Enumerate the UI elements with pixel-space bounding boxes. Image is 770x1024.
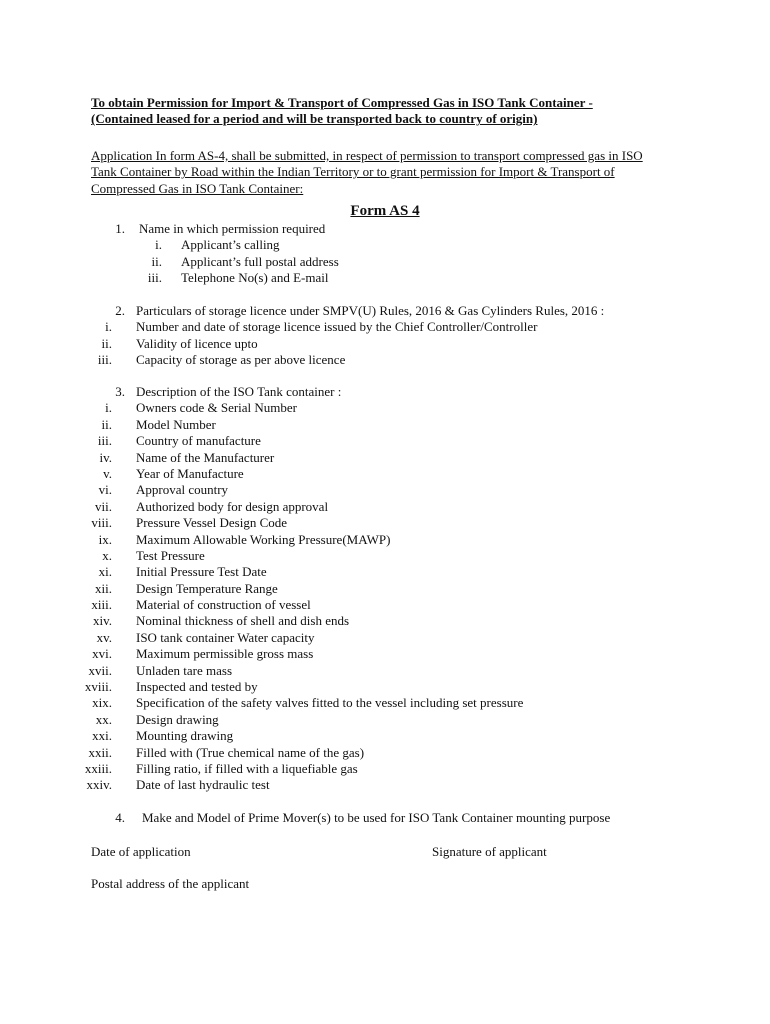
section-2-heading bbox=[0, 303, 770, 319]
section-number: 1. bbox=[115, 221, 125, 236]
item-number: x. bbox=[102, 547, 112, 563]
section-heading: Name in which permission required bbox=[139, 221, 326, 236]
item-number: i. bbox=[105, 400, 112, 416]
list-item bbox=[0, 712, 770, 728]
intro-line-1: Application In form AS-4, shall be submitted, in respect of permission to transport compressed gas in ISO bbox=[91, 148, 643, 163]
item-number: i. bbox=[155, 237, 162, 253]
item-number: xix. bbox=[92, 695, 112, 711]
item-number: xx. bbox=[95, 711, 112, 727]
item-text: Inspected and tested by bbox=[136, 679, 258, 695]
item-text: Test Pressure bbox=[136, 547, 205, 563]
list-item bbox=[0, 597, 770, 613]
list-item bbox=[0, 254, 770, 270]
form-title: Form AS 4 bbox=[350, 203, 420, 219]
item-number: iii. bbox=[147, 270, 162, 286]
list-item bbox=[0, 581, 770, 597]
item-number: iii. bbox=[97, 433, 112, 449]
item-number: xxii. bbox=[88, 744, 112, 760]
section-number: 2. bbox=[115, 303, 125, 318]
list-item bbox=[0, 532, 770, 548]
section-number: 4. bbox=[115, 810, 125, 825]
list-item bbox=[0, 499, 770, 515]
list-item bbox=[0, 319, 770, 335]
item-text: Unladen tare mass bbox=[136, 662, 233, 678]
item-number: xiii. bbox=[91, 597, 112, 613]
section-heading: Description of the ISO Tank container : bbox=[136, 384, 342, 399]
item-text: Pressure Vessel Design Code bbox=[136, 515, 288, 531]
item-number: xi. bbox=[98, 564, 112, 580]
list-item bbox=[0, 663, 770, 679]
postal-address-label: Postal address of the applicant bbox=[91, 876, 250, 891]
item-number: xii. bbox=[95, 580, 112, 596]
item-text: Filling ratio, if filled with a liquefiable gas bbox=[136, 760, 358, 776]
item-text: Specification of the safety valves fitted to the vessel including set pressure bbox=[136, 695, 524, 711]
list-item bbox=[0, 400, 770, 416]
item-text: Design Temperature Range bbox=[136, 580, 278, 596]
item-number: iii. bbox=[97, 352, 112, 368]
section-1-heading bbox=[0, 221, 770, 237]
list-item bbox=[0, 613, 770, 629]
list-item bbox=[0, 777, 770, 793]
title-line-2: (Contained leased for a period and will be transported back to country of origin) bbox=[91, 111, 538, 127]
list-item bbox=[0, 646, 770, 662]
item-number: ii. bbox=[101, 335, 112, 351]
item-text: Design drawing bbox=[136, 711, 219, 727]
list-item bbox=[0, 482, 770, 498]
item-text: Authorized body for design approval bbox=[136, 498, 329, 514]
item-text: Applicant’s calling bbox=[181, 237, 280, 253]
list-item bbox=[0, 270, 770, 286]
item-text: Validity of licence upto bbox=[136, 335, 258, 351]
list-item bbox=[0, 237, 770, 253]
section-4 bbox=[0, 810, 770, 826]
section-2 bbox=[0, 303, 770, 369]
item-number: iv. bbox=[99, 449, 112, 465]
section-heading: Make and Model of Prime Mover(s) to be used for ISO Tank Container mounting purpose bbox=[142, 810, 611, 825]
item-text: Maximum permissible gross mass bbox=[136, 646, 314, 662]
intro-paragraph bbox=[91, 148, 701, 197]
section-heading: Particulars of storage licence under SMPV(U) Rules, 2016 & Gas Cylinders Rules, 2016 : bbox=[136, 303, 605, 318]
item-number: xiv. bbox=[92, 613, 112, 629]
document-title bbox=[91, 95, 691, 128]
item-number: xviii. bbox=[84, 679, 112, 695]
date-of-application-label: Date of application bbox=[91, 844, 191, 859]
item-text: Mounting drawing bbox=[136, 728, 234, 744]
list-item bbox=[0, 433, 770, 449]
item-number: xv. bbox=[96, 629, 112, 645]
item-number: ii. bbox=[101, 416, 112, 432]
list-item bbox=[0, 728, 770, 744]
list-item bbox=[0, 336, 770, 352]
item-text: Material of construction of vessel bbox=[136, 597, 311, 613]
list-item bbox=[0, 564, 770, 580]
list-item bbox=[0, 630, 770, 646]
item-number: i. bbox=[105, 319, 112, 335]
item-text: Country of manufacture bbox=[136, 433, 261, 449]
section-number: 3. bbox=[115, 384, 125, 399]
list-item bbox=[0, 679, 770, 695]
item-number: xvi. bbox=[92, 646, 112, 662]
item-text: Nominal thickness of shell and dish ends bbox=[136, 613, 350, 629]
title-line-1: To obtain Permission for Import & Transport of Compressed Gas in ISO Tank Container - bbox=[91, 95, 593, 110]
list-item bbox=[0, 515, 770, 531]
item-text: Approval country bbox=[136, 482, 229, 498]
item-number: vii. bbox=[95, 498, 112, 514]
section-1 bbox=[0, 221, 770, 287]
item-text: Year of Manufacture bbox=[136, 465, 244, 481]
item-number: xxiv. bbox=[86, 777, 112, 793]
item-number: xvii. bbox=[88, 662, 112, 678]
list-item bbox=[0, 761, 770, 777]
item-number: viii. bbox=[91, 515, 112, 531]
item-number: xxiii. bbox=[84, 760, 112, 776]
item-number: ii. bbox=[151, 253, 162, 269]
item-text: Filled with (True chemical name of the gas) bbox=[136, 744, 365, 760]
item-number: v. bbox=[103, 465, 112, 481]
item-text: Capacity of storage as per above licence bbox=[136, 352, 346, 368]
list-item bbox=[0, 548, 770, 564]
item-text: Maximum Allowable Working Pressure(MAWP) bbox=[136, 531, 391, 547]
item-text: Date of last hydraulic test bbox=[136, 777, 270, 793]
item-number: vi. bbox=[98, 482, 112, 498]
list-item bbox=[0, 417, 770, 433]
intro-line-3: Compressed Gas in ISO Tank Container: bbox=[91, 180, 304, 196]
list-item bbox=[0, 450, 770, 466]
item-text: Model Number bbox=[136, 416, 216, 432]
item-text: ISO tank container Water capacity bbox=[136, 629, 315, 645]
item-text: Owners code & Serial Number bbox=[136, 400, 298, 416]
intro-line-2: Tank Container by Road within the Indian Territory or to grant permission for Import & Transport of bbox=[91, 164, 615, 180]
list-item bbox=[0, 352, 770, 368]
item-text: Telephone No(s) and E-mail bbox=[181, 270, 329, 286]
signature-label: Signature of applicant bbox=[432, 844, 547, 859]
item-text: Name of the Manufacturer bbox=[136, 449, 275, 465]
list-item bbox=[0, 466, 770, 482]
item-text: Number and date of storage licence issued by the Chief Controller/Controller bbox=[136, 319, 538, 335]
section-3-heading bbox=[0, 384, 770, 400]
item-text: Initial Pressure Test Date bbox=[136, 564, 267, 580]
section-3 bbox=[0, 384, 770, 794]
list-item bbox=[0, 745, 770, 761]
section-4-heading bbox=[0, 810, 770, 826]
item-text: Applicant’s full postal address bbox=[181, 253, 339, 269]
list-item bbox=[0, 695, 770, 711]
item-number: xxi. bbox=[92, 728, 112, 744]
item-number: ix. bbox=[98, 531, 112, 547]
